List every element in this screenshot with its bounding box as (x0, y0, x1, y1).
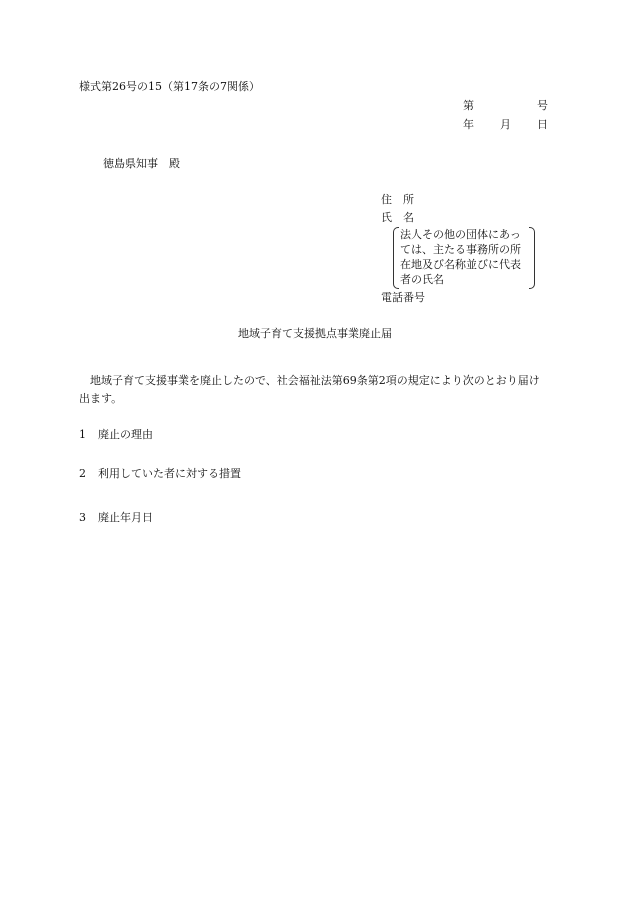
item-label: 利用していた者に対する措置 (98, 467, 241, 480)
left-bracket (393, 227, 399, 289)
date-day-label: 日 (537, 118, 548, 131)
item-number: 3 (79, 511, 86, 524)
body-text: 地域子育て支援事業を廃止したので、社会福祉法第69条第2項の規定により次のとおり届け出ます。 (79, 374, 540, 405)
item-measures (79, 467, 241, 481)
corporate-name-note (393, 227, 535, 289)
addressee: 徳島県知事 殿 (103, 157, 180, 170)
item-reason (79, 428, 153, 442)
note-text (400, 227, 530, 287)
item-date (79, 511, 153, 525)
item-number: 1 (79, 428, 86, 441)
document-title: 地域子育て支援拠点事業廃止届 (238, 327, 392, 340)
phone-label: 電話番号 (381, 291, 425, 304)
document-number-dai: 第 (463, 99, 474, 112)
date-year-label: 年 (463, 118, 474, 131)
note-line: 法人その他の団体にあっ (400, 228, 521, 241)
address-label: 住 所 (381, 193, 414, 206)
date-month-label: 月 (500, 118, 511, 131)
document-number-go: 号 (537, 99, 548, 112)
item-label: 廃止の理由 (98, 428, 153, 441)
right-bracket (529, 227, 535, 289)
item-number: 2 (79, 467, 86, 480)
note-line: 在地及び名称並びに代表 (400, 258, 521, 271)
name-label: 氏 名 (381, 211, 414, 224)
note-line: ては、主たる事務所の所 (400, 243, 521, 256)
item-label: 廃止年月日 (98, 511, 153, 524)
form-number: 様式第26号の15（第17条の7関係） (79, 80, 260, 93)
note-line: 者の氏名 (400, 273, 444, 286)
